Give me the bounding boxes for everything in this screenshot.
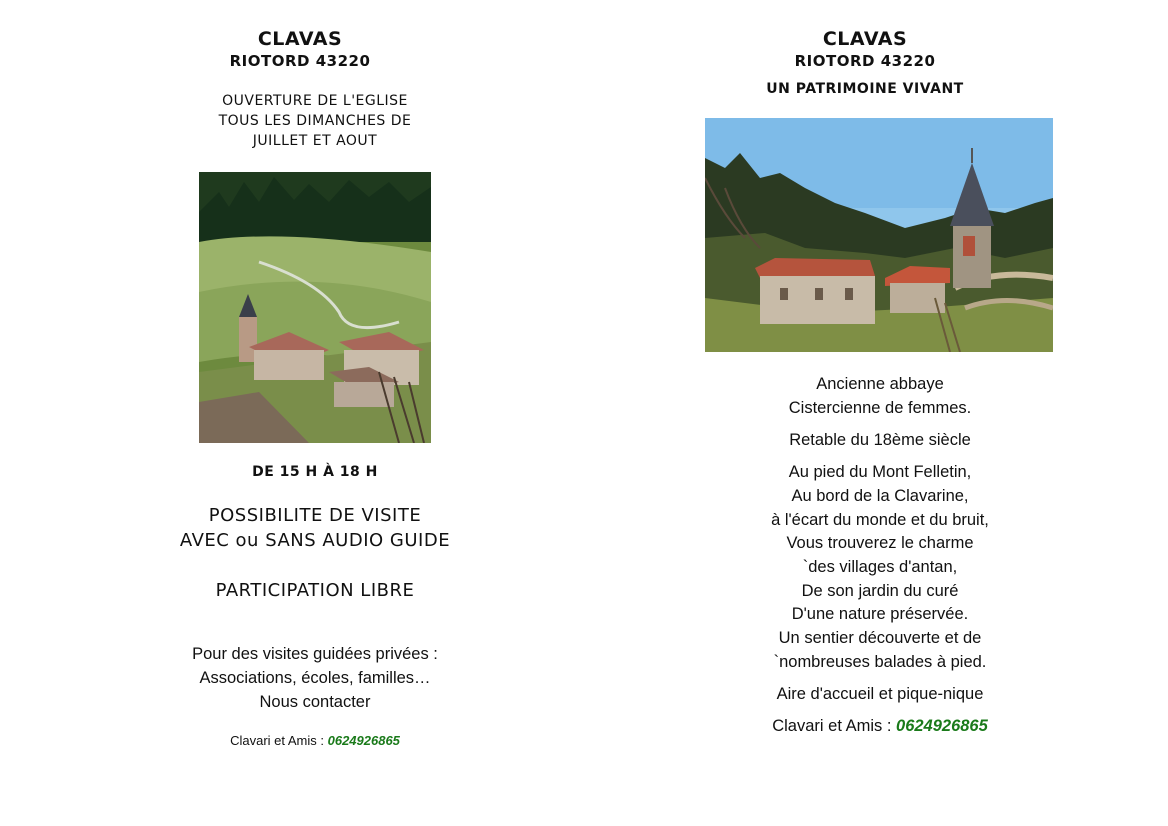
left-opening-line-2: TOUS LES DIMANCHES DE (218, 113, 412, 129)
left-opening-line-3: JUILLET ET AOUT (252, 133, 378, 149)
right-poem-line-9: `nombreuses balades à pied. (773, 653, 987, 671)
right-poem-line-8: Un sentier découverte et de (778, 629, 982, 647)
left-opening-line-1: OUVERTURE DE L'EGLISE (222, 93, 408, 109)
right-poem-line-5: `des villages d'antan, (802, 558, 958, 576)
right-subtitle: RIOTORD 43220 (794, 52, 936, 70)
left-contact-label: Clavari et Amis : (230, 733, 328, 748)
right-poem-line-6: De son jardin du curé (801, 582, 959, 600)
right-desc-line-2: Cistercienne de femmes. (788, 399, 972, 417)
left-hours: DE 15 H À 18 H (252, 464, 378, 480)
left-private-line-1: Pour des visites guidées privées : (192, 645, 438, 663)
right-poem-line-4: Vous trouverez le charme (786, 534, 974, 552)
right-contact-phone[interactable]: 0624926865 (896, 717, 988, 735)
right-poem-line-7: D'une nature préservée. (791, 605, 969, 623)
right-retable: Retable du 18ème siècle (789, 431, 971, 449)
left-contact-phone[interactable]: 0624926865 (327, 733, 400, 748)
right-aire: Aire d'accueil et pique-nique (776, 685, 984, 703)
right-contact-label: Clavari et Amis : (772, 717, 897, 735)
right-title: CLAVAS (822, 28, 908, 50)
right-poem-line-2: Au bord de la Clavarine, (791, 487, 969, 505)
right-contact (680, 714, 1080, 738)
right-poem-line-1: Au pied du Mont Felletin, (788, 463, 972, 481)
right-desc-line-1: Ancienne abbaye (816, 375, 944, 393)
left-private-line-2: Associations, écoles, familles… (199, 669, 431, 687)
right-panel (600, 0, 1168, 826)
right-poem-line-3: à l'écart du monde et du bruit, (771, 511, 989, 529)
right-tagline: UN PATRIMOINE VIVANT (766, 81, 964, 97)
left-subtitle: RIOTORD 43220 (229, 52, 371, 70)
left-visit-line-2: AVEC ou SANS AUDIO GUIDE (179, 530, 451, 551)
abbey-valley-photo (199, 172, 431, 443)
left-visit-line-1: POSSIBILITE DE VISITE (208, 505, 422, 526)
left-contact (115, 733, 515, 748)
left-participation: PARTICIPATION LIBRE (215, 580, 415, 601)
left-private-line-3: Nous contacter (259, 693, 371, 711)
abbey-church-photo (705, 118, 1053, 352)
left-title: CLAVAS (257, 28, 343, 50)
